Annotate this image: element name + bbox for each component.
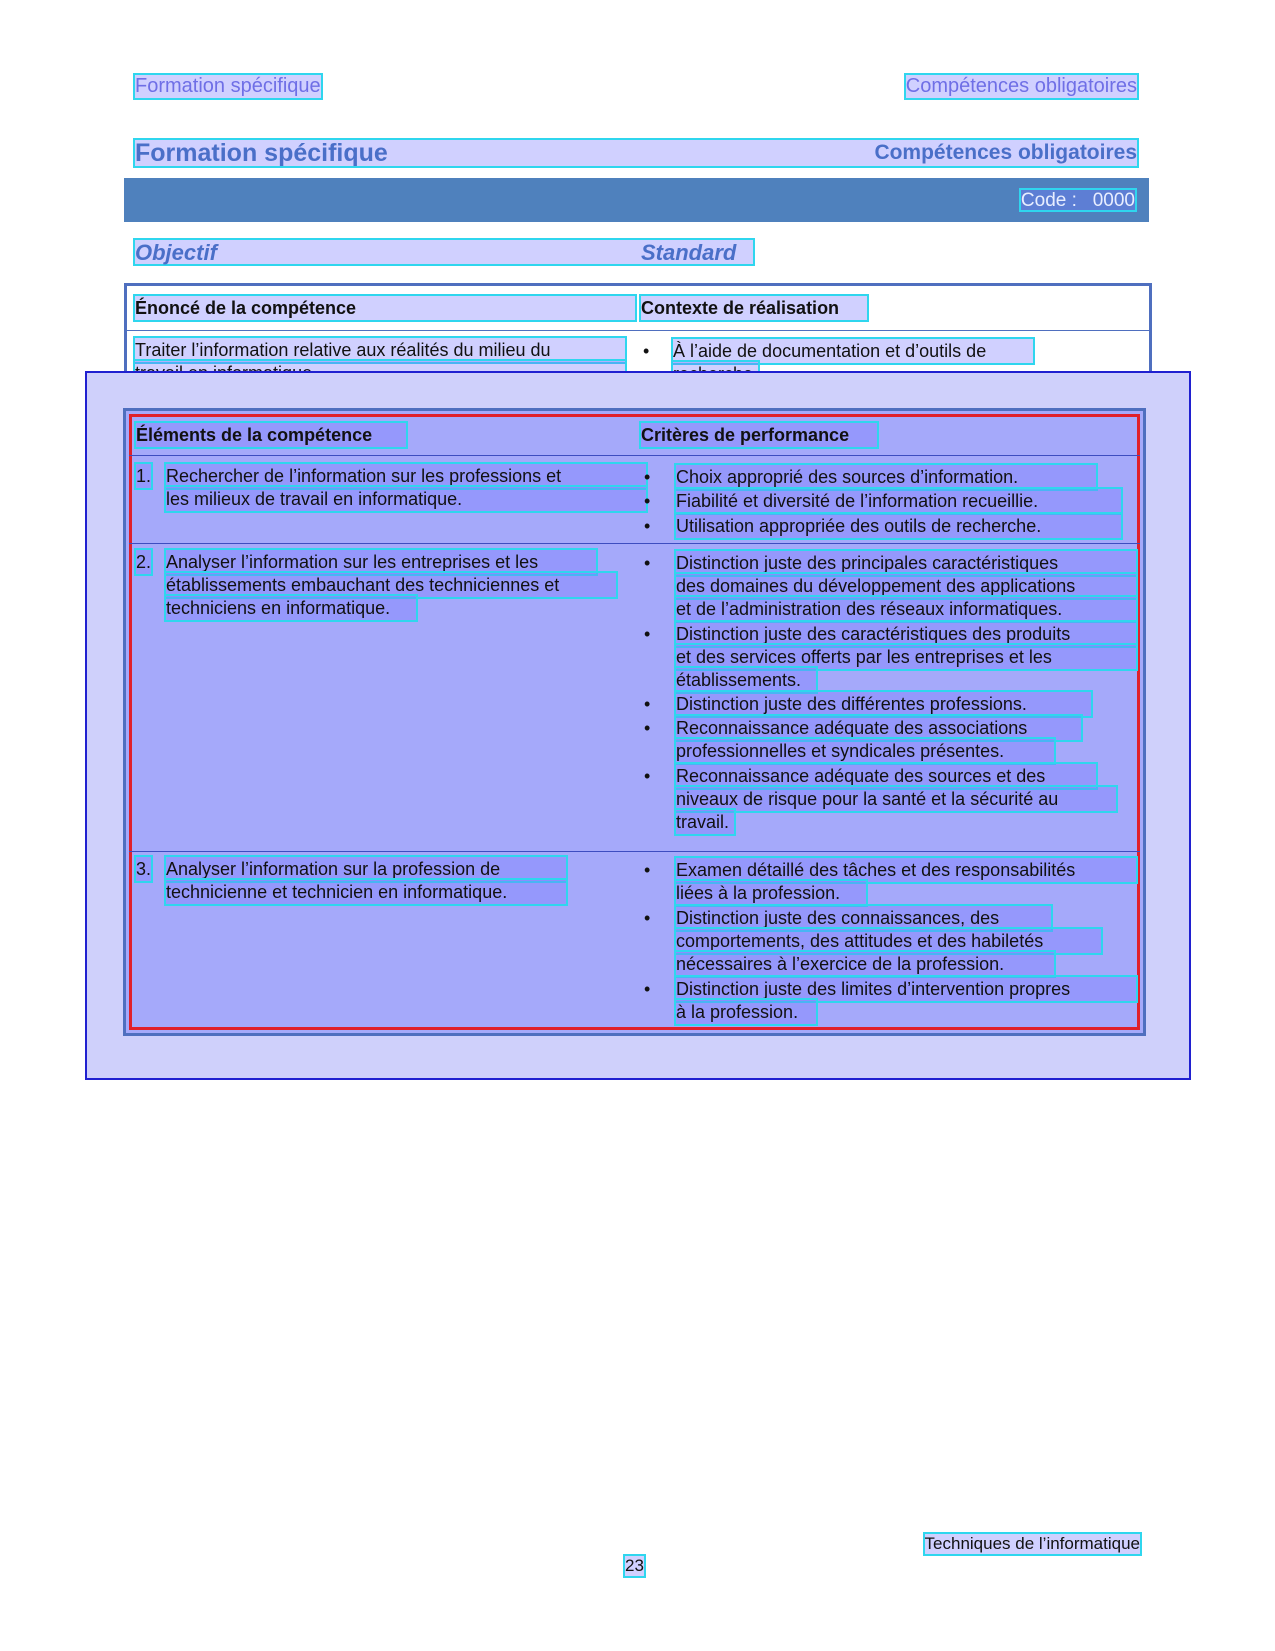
objectif-standard-row xyxy=(135,240,753,264)
criteria-line: Fiabilité et diversité de l’information recueillie. xyxy=(676,489,1121,513)
enonce-text-line1: Traiter l’information relative aux réalités du milieu du xyxy=(135,338,625,362)
criteria-bullet: • xyxy=(644,467,651,487)
criteria-line: à la profession. xyxy=(676,1000,816,1024)
criteria-line: établissements. xyxy=(676,668,816,692)
objectif-label: Objectif xyxy=(135,240,217,265)
title-row xyxy=(135,140,1137,166)
elements-criteria-table xyxy=(123,408,1146,1036)
criteria-line: Distinction juste des limites d’intervention propres xyxy=(676,977,1136,1001)
row-number: 2. xyxy=(136,552,152,572)
criteria-line: nécessaires à l’exercice de la profession. xyxy=(676,952,1054,976)
running-header xyxy=(135,76,1137,96)
criteria-line: liées à la profession. xyxy=(676,881,866,905)
criteria-line: Distinction juste des différentes professions. xyxy=(676,692,1091,716)
criteria-bullet: • xyxy=(644,908,651,928)
standard-label: Standard xyxy=(641,240,737,265)
element-line: Analyser l’information sur les entreprises et les xyxy=(166,550,596,574)
criteria-line: Distinction juste des caractéristiques des produits xyxy=(676,622,1136,646)
running-header-right: Compétences obligatoires xyxy=(905,74,1137,97)
enonce-header-right: Contexte de réalisation xyxy=(641,296,867,320)
criteria-bullet: • xyxy=(644,979,651,999)
criteria-bullet: • xyxy=(644,491,651,511)
page-number: 23 xyxy=(625,1556,644,1575)
criteria-line: niveaux de risque pour la santé et la sécurité au xyxy=(676,787,1116,811)
criteria-line: Distinction juste des connaissances, des xyxy=(676,906,1051,930)
row-number: 3. xyxy=(136,859,152,879)
table-header-left: Éléments de la compétence xyxy=(136,423,406,447)
element-line: les milieux de travail en informatique. xyxy=(166,487,646,511)
page-subtitle: Compétences obligatoires xyxy=(874,141,1137,164)
enonce-header-left: Énoncé de la compétence xyxy=(135,296,635,320)
criteria-line: Reconnaissance adéquate des associations xyxy=(676,716,1081,740)
element-line: techniciens en informatique. xyxy=(166,596,416,620)
enonce-bullet: • xyxy=(643,341,650,361)
row-number: 1. xyxy=(136,466,152,486)
element-line: Analyser l’information sur la profession de xyxy=(166,857,566,881)
table-divider xyxy=(129,543,1140,544)
element-line: technicienne et technicien en informatique. xyxy=(166,880,566,904)
criteria-line: comportements, des attitudes et des habiletés xyxy=(676,929,1101,953)
code-bar xyxy=(124,178,1149,222)
element-line: établissements embauchant des techniciennes et xyxy=(166,573,616,597)
criteria-line: Distinction juste des principales caractéristiques xyxy=(676,551,1136,575)
criteria-line: travail. xyxy=(676,810,734,834)
criteria-bullet: • xyxy=(644,624,651,644)
element-line: Rechercher de l’information sur les professions et xyxy=(166,464,646,488)
table-divider xyxy=(129,455,1140,456)
criteria-line: et de l’administration des réseaux informatiques. xyxy=(676,597,1136,621)
code-label: Code : 0000 xyxy=(1020,190,1135,211)
table-header-right: Critères de performance xyxy=(641,423,877,447)
criteria-line: Reconnaissance adéquate des sources et des xyxy=(676,764,1096,788)
table-divider xyxy=(129,851,1140,852)
criteria-bullet: • xyxy=(644,694,651,714)
criteria-line: des domaines du développement des applications xyxy=(676,574,1136,598)
criteria-line: et des services offerts par les entreprises et les xyxy=(676,645,1136,669)
criteria-line: Examen détaillé des tâches et des responsabilités xyxy=(676,858,1136,882)
contexte-line1: À l’aide de documentation et d’outils de xyxy=(673,339,1033,363)
footer-program: Techniques de l’informatique xyxy=(924,1534,1140,1553)
running-header-left: Formation spécifique xyxy=(135,74,321,97)
criteria-bullet: • xyxy=(644,766,651,786)
criteria-line: Choix approprié des sources d’information. xyxy=(676,465,1096,489)
criteria-bullet: • xyxy=(644,860,651,880)
criteria-bullet: • xyxy=(644,553,651,573)
criteria-bullet: • xyxy=(644,516,651,536)
page-title: Formation spécifique xyxy=(135,138,388,167)
criteria-line: professionnelles et syndicales présentes. xyxy=(676,739,1054,763)
criteria-line: Utilisation appropriée des outils de recherche. xyxy=(676,514,1121,538)
criteria-bullet: • xyxy=(644,718,651,738)
